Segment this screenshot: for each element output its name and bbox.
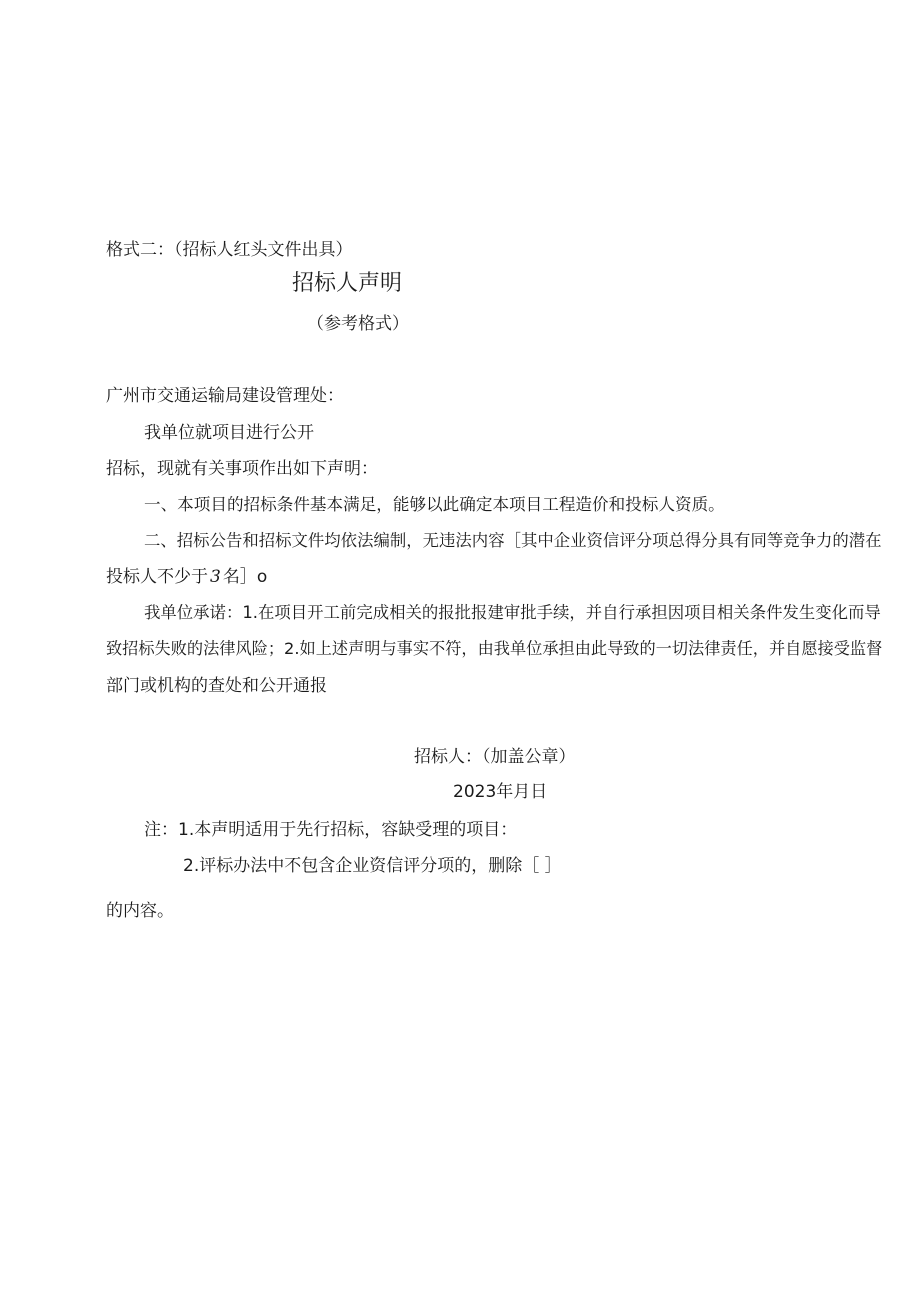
declaration-item-2-line-1: 二、招标公告和招标文件均依法编制，无违法内容［其中企业资信评分项总得分具有同等竞争力的潜在 — [144, 531, 882, 550]
bidder-count-number: 3 — [210, 567, 221, 587]
format-note: 格式二：（招标人红头文件出具） — [106, 240, 353, 260]
declaration-item-2-line-2 — [106, 566, 267, 588]
intro-line-2: 招标，现就有关事项作出如下声明： — [106, 459, 378, 479]
commitment-line-3: 部门或机构的查处和公开通报 — [106, 676, 327, 696]
intro-line-1: 我单位就项目进行公开 — [144, 423, 314, 443]
note-1: 注：1.本声明适用于先行招标，容缺受理的项目： — [144, 820, 518, 840]
bidder-count-suffix: 名］o — [222, 567, 268, 587]
document-subtitle: （参考格式） — [307, 314, 409, 334]
date-line: 2023年月日 — [453, 782, 548, 802]
note-3: 的内容。 — [106, 901, 174, 921]
addressee: 广州市交通运输局建设管理处： — [106, 386, 344, 406]
declaration-item-1: 一、本项目的招标条件基本满足，能够以此确定本项目工程造价和投标人资质。 — [144, 495, 725, 514]
note-2: 2.评标办法中不包含企业资信评分项的，删除［ ］ — [183, 856, 562, 876]
signer-line: 招标人：（加盖公章） — [414, 747, 576, 767]
document-title: 招标人声明 — [292, 271, 403, 296]
commitment-line-1: 我单位承诺：1.在项目开工前完成相关的报批报建审批手续，并自行承担因项目相关条件发生变化而导 — [144, 603, 881, 622]
commitment-line-2: 致招标失败的法律风险；2.如上述声明与事实不符，由我单位承担由此导致的一切法律责任，并自愿接受监督 — [106, 639, 883, 658]
bidder-count-prefix: 投标人不少于 — [106, 567, 208, 587]
